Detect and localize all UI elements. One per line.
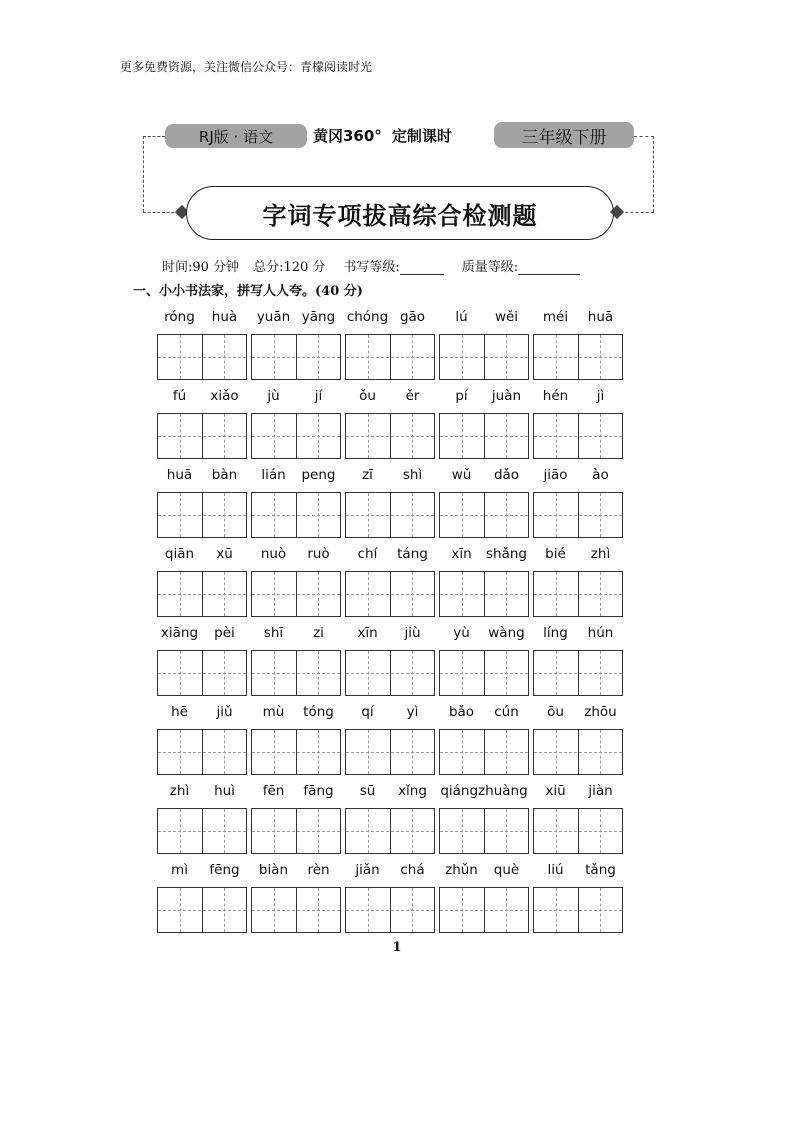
tianzige-box[interactable] [345,887,435,933]
guide-line-horizontal [252,594,340,595]
tianzige-box[interactable] [157,729,247,775]
pinyin-label: ōu [547,704,564,720]
tianzige-box[interactable] [533,413,623,459]
tianzige-box[interactable] [251,413,341,459]
guide-line-horizontal [252,357,340,358]
grid-row [157,704,623,776]
pinyin-label: shì [402,467,423,483]
tianzige-box[interactable] [345,334,435,380]
tianzige-box[interactable] [157,571,247,617]
pinyin-label: bàn [211,467,238,483]
pinyin-label: qiángzhuàng [440,783,528,799]
guide-line-horizontal [158,436,246,437]
tianzige-box[interactable] [439,887,529,933]
guide-line-horizontal [534,831,622,832]
section-heading: 一、小小书法家，拼写人人夸。(40 分) [133,284,363,299]
guide-line-horizontal [346,673,434,674]
exam-total-score: 总分:120 分 [253,260,326,275]
word-group [439,625,529,697]
tianzige-box[interactable] [533,492,623,538]
tianzige-box[interactable] [439,413,529,459]
tianzige-box[interactable] [439,571,529,617]
pinyin-label: lú [455,309,468,325]
tianzige-box[interactable] [533,571,623,617]
word-group [533,704,623,776]
pinyin-label: huà [211,309,238,325]
word-group [251,862,341,934]
pinyin-label: chí [357,546,378,562]
grid-row [157,546,623,618]
pinyin-label: rèn [307,862,330,878]
pinyin-label: bié [545,546,566,562]
pinyin-label: fú [172,388,187,404]
pinyin-label: jiāo [543,467,568,483]
pinyin-label: huā [166,467,193,483]
pinyin-label: wǔ [451,467,472,483]
header-dash-right-bottom [620,212,654,213]
pinyin-label: cún [494,704,519,720]
pinyin-label: jiù [404,625,421,641]
pinyin-label: gāo [399,309,426,325]
pinyin-label: xǐng [398,783,427,799]
pinyin-label: zi [313,625,324,641]
pinyin-label: nuò [260,546,287,562]
word-group [345,783,435,855]
pinyin-label: táng [397,546,428,562]
guide-line-horizontal [346,357,434,358]
brand-name: 黄冈360° [313,127,382,145]
word-group [439,862,529,934]
pinyin-label: mì [171,862,188,878]
pinyin-label: zhì [590,546,611,562]
pinyin-label: ǒu [359,388,376,404]
tianzige-box[interactable] [439,650,529,696]
pinyin-label: hún [587,625,614,641]
pinyin-label: wàng [488,625,525,641]
pinyin-label: mù [262,704,285,720]
pinyin-label: juàn [491,388,522,404]
word-group [345,309,435,381]
tianzige-box[interactable] [439,729,529,775]
writing-grade-blank[interactable] [400,260,444,275]
word-group [157,388,247,460]
guide-line-horizontal [534,436,622,437]
brand-course: 定制课时 [391,127,452,145]
grid-row [157,309,623,381]
header-dash-left [143,136,165,137]
pinyin-label: líng [543,625,568,641]
guide-line-horizontal [158,910,246,911]
tianzige-box[interactable] [345,808,435,854]
pinyin-label: jì [596,388,605,404]
pinyin-label: wěi [494,309,519,325]
word-group [157,783,247,855]
tianzige-box[interactable] [251,492,341,538]
word-group [533,467,623,539]
tianzige-box[interactable] [533,887,623,933]
word-group [251,625,341,697]
pinyin-label: xū [216,546,233,562]
pinyin-label: hén [542,388,569,404]
pinyin-label: xiǎo [210,388,239,404]
guide-line-horizontal [534,752,622,753]
guide-line-horizontal [534,357,622,358]
word-group [345,625,435,697]
pinyin-label: jiǎn [355,862,380,878]
grid-row [157,862,623,934]
tianzige-box[interactable] [251,729,341,775]
page-number: 1 [392,940,402,955]
tianzige-box[interactable] [533,334,623,380]
tianzige-box[interactable] [533,650,623,696]
edition-badge: RJ版 · 语文 [165,124,307,148]
word-group [251,467,341,539]
tianzige-box[interactable] [345,729,435,775]
word-group [251,783,341,855]
pinyin-label: zī [362,467,373,483]
header-dash-right [634,136,654,137]
tianzige-box[interactable] [439,492,529,538]
word-group [157,467,247,539]
word-group [439,388,529,460]
pinyin-label: xiū [545,783,566,799]
pinyin-label: hē [171,704,188,720]
pinyin-label: ào [592,467,609,483]
word-group [439,309,529,381]
guide-line-horizontal [346,752,434,753]
guide-line-horizontal [252,752,340,753]
word-group [251,704,341,776]
tianzige-box[interactable] [157,334,247,380]
tianzige-box[interactable] [157,808,247,854]
guide-line-horizontal [158,673,246,674]
writing-grade-label: 书写等级: [343,260,400,275]
guide-line-horizontal [158,357,246,358]
pinyin-label: lián [261,467,286,483]
guide-line-horizontal [440,357,528,358]
guide-line-horizontal [158,515,246,516]
guide-line-horizontal [346,910,434,911]
top-note: 更多免费资源，关注微信公众号：青檬阅读时光 [120,60,373,74]
grid-row [157,783,623,855]
pinyin-label: fēn [262,783,285,799]
word-group [345,704,435,776]
guide-line-horizontal [252,436,340,437]
tianzige-box[interactable] [533,729,623,775]
pinyin-label: què [493,862,520,878]
pinyin-label: fāng [303,783,334,799]
tianzige-box[interactable] [439,808,529,854]
pinyin-label: róng [164,309,195,325]
guide-line-horizontal [440,515,528,516]
pinyin-label: chá [400,862,425,878]
word-group [533,546,623,618]
guide-line-horizontal [534,910,622,911]
header-dash-right-vertical [653,136,654,212]
word-group [533,388,623,460]
word-group [345,862,435,934]
word-group [157,546,247,618]
pinyin-label: dǎo [493,467,520,483]
guide-line-horizontal [252,831,340,832]
word-group [251,388,341,460]
pinyin-label: pí [455,388,468,404]
tianzige-box[interactable] [533,808,623,854]
grid-row [157,467,623,539]
exam-time: 时间:90 分钟 [162,260,240,275]
guide-line-horizontal [346,594,434,595]
word-group [157,862,247,934]
guide-line-horizontal [440,436,528,437]
word-group [439,546,529,618]
guide-line-horizontal [158,752,246,753]
guide-line-horizontal [158,831,246,832]
pinyin-label: pèi [214,625,235,641]
word-group [345,546,435,618]
guide-line-horizontal [534,515,622,516]
guide-line-horizontal [440,673,528,674]
guide-line-horizontal [158,594,246,595]
word-group [533,625,623,697]
guide-line-horizontal [440,594,528,595]
grade-badge: 三年级下册 [494,122,634,148]
pinyin-label: qiān [164,546,195,562]
guide-line-horizontal [534,594,622,595]
word-group [157,309,247,381]
pinyin-label: shī [263,625,284,641]
pinyin-label: yì [406,704,419,720]
grid-row [157,388,623,460]
pinyin-label: ěr [405,388,420,404]
pinyin-label: fēng [209,862,240,878]
pinyin-label: zhǔn [445,862,478,878]
pinyin-label: jù [267,388,280,404]
guide-line-horizontal [252,910,340,911]
guide-line-horizontal [440,831,528,832]
word-group [439,704,529,776]
exam-info-line [162,256,598,275]
pinyin-label: tǎng [585,862,616,878]
pinyin-label: xīn [451,546,472,562]
guide-line-horizontal [346,515,434,516]
header-dash-left-vertical [143,136,144,212]
tianzige-box[interactable] [157,492,247,538]
guide-line-horizontal [534,673,622,674]
word-group [345,388,435,460]
pinyin-label: xīn [357,625,378,641]
pinyin-label: yù [453,625,470,641]
tianzige-box[interactable] [157,413,247,459]
tianzige-box[interactable] [251,808,341,854]
word-group [251,309,341,381]
tianzige-box[interactable] [345,413,435,459]
word-group [439,467,529,539]
word-group [439,783,529,855]
word-group [251,546,341,618]
guide-line-horizontal [252,515,340,516]
pinyin-label: sū [359,783,376,799]
quality-grade-blank[interactable] [518,260,580,275]
pinyin-label: shǎng [486,546,527,562]
pinyin-label: yāng [301,309,336,325]
tianzige-box[interactable] [345,571,435,617]
pinyin-label: huā [587,309,614,325]
tianzige-box[interactable] [251,887,341,933]
pinyin-label: peng [301,467,336,483]
word-group [157,625,247,697]
pinyin-label: yuān [256,309,291,325]
guide-line-horizontal [346,831,434,832]
tianzige-box[interactable] [345,650,435,696]
header-dash-left-bottom [143,212,179,213]
tianzige-box[interactable] [439,334,529,380]
word-group [533,309,623,381]
tianzige-box[interactable] [251,571,341,617]
pinyin-label: zhì [169,783,190,799]
pinyin-label: zhōu [584,704,617,720]
tianzige-box[interactable] [251,334,341,380]
pinyin-label: biàn [258,862,289,878]
pinyin-label: qí [361,704,374,720]
pinyin-label: ruò [307,546,330,562]
tianzige-box[interactable] [345,492,435,538]
pinyin-label: xiāng [160,625,199,641]
pinyin-label: tóng [303,704,334,720]
brand-text [313,125,452,146]
pinyin-label: chóng [346,309,389,325]
page-title: 字词专项拔高综合检测题 [186,186,614,240]
pinyin-label: jiàn [588,783,613,799]
guide-line-horizontal [252,673,340,674]
guide-line-horizontal [346,436,434,437]
quality-grade-label: 质量等级: [461,260,519,275]
guide-line-horizontal [440,910,528,911]
word-group [157,704,247,776]
tianzige-box[interactable] [157,650,247,696]
word-group [533,783,623,855]
guide-line-horizontal [440,752,528,753]
pinyin-label: jí [314,388,323,404]
tianzige-box[interactable] [157,887,247,933]
word-group [533,862,623,934]
grid-row [157,625,623,697]
pinyin-label: liú [547,862,564,878]
pinyin-label: jiǔ [216,704,233,720]
pinyin-label: huì [214,783,235,799]
tianzige-box[interactable] [251,650,341,696]
pinyin-label: bǎo [448,704,475,720]
pinyin-label: méi [542,309,569,325]
word-group [345,467,435,539]
